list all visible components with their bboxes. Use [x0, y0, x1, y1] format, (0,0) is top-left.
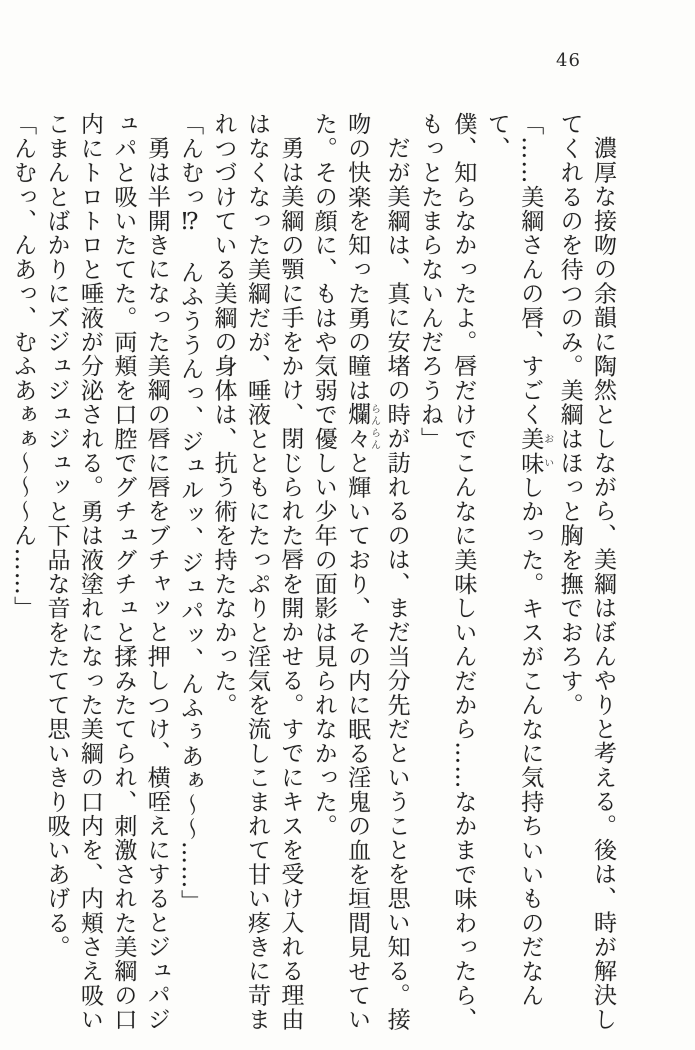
text-column: れつづけている美綱の身体は、抗う術を持たなかった。 [210, 112, 237, 717]
text-column: 勇は半開きになった美綱の唇に唇をブチャッと押しつけ、横咥えにするとジュパジ [143, 136, 170, 1032]
text-column: 勇は美綱の顎に手をかけ、閉じられた唇を開かせる。すでにキスを受け入れる理由 [277, 136, 304, 1032]
text-column: こまんとばかりにズジュジュジュッと下品な音をたてて思いきり吸いあげる。 [43, 112, 70, 959]
page-number: 46 [556, 50, 581, 71]
vertical-text-block [10, 112, 619, 1042]
furigana-annotated-word: 爛々らんらん [344, 402, 380, 451]
text-column: ュパと吸いたてた。両頬を口腔でグチュグチュと揉みたてられ、刺激された美綱の口 [110, 112, 137, 1032]
text-column: 僕、知らなかったよ。唇だけでこんなに美味しいんだから……なかまで味わったら、 [450, 112, 477, 1032]
text-column: た。その顔に、もはや気弱で優しい少年の面影は見られなかった。 [310, 112, 337, 838]
text-column: はなくなった美綱だが、唾液とともにたっぷりと淫気を流しこまれて甘い疼きに苛ま [243, 112, 270, 1032]
text-column: 「……美綱さんの唇、すごく美味おいしかった。キスがこんなに気持ちいいものだなんて、 [483, 112, 553, 1008]
text-column: 内にトロトロと唾液が分泌される。勇は液塗れになった美綱の口内を、内頬さえ吸い [76, 112, 103, 1032]
text-column: 「んむっ、んあっ、むふあぁぁ～～～ん……」 [10, 112, 37, 621]
text-column: 吻の快楽を知った勇の瞳は爛々らんらんと輝いており、その内に眠る淫鬼の血を垣間見せてい [344, 112, 380, 1032]
text-column: てくれるのを待つのみ。美綱はほっと胸を撫でおろす。 [556, 112, 583, 717]
text-column: だが美綱は、真に安堵の時が訪れるのは、まだ当分先だということを思い知る。接 [383, 136, 410, 1032]
text-column: 濃厚な接吻の余韻に陶然としながら、美綱はぼんやりと考える。後は、時が解決し [590, 136, 616, 1032]
text-column: 「んむっ⁉ んふううんっ、ジュルッ、ジュパッ、んふぅあぁ～～……」 [177, 112, 204, 914]
text-column: もっとたまらないんだろうね」 [416, 112, 443, 451]
furigana-annotated-word: 美味おい [517, 426, 553, 476]
